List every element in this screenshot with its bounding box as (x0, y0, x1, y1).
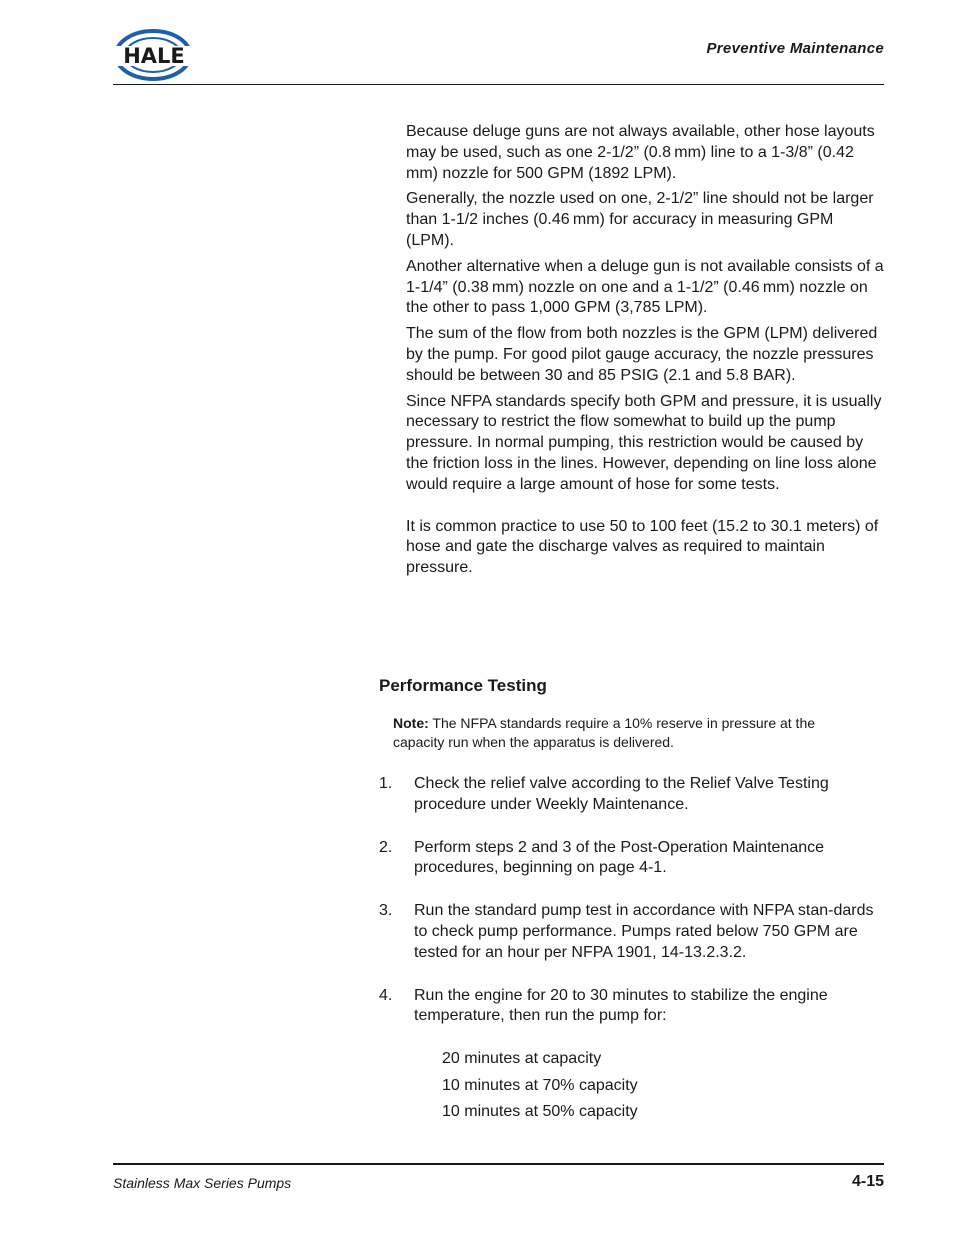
step-text: Run the engine for 20 to 30 minutes to stabilize the engine temperature, then run the pump for: (414, 986, 828, 1025)
step-text: Run the standard pump test in accordance with NFPA stan-dards to check pump performance. Pumps rated below 750 GPM are tested for an hour per NFPA 1901, 14-13.2.3.2. (414, 902, 874, 961)
step-number: 4. (379, 986, 393, 1004)
step-number: 3. (379, 902, 393, 920)
paragraph: Because deluge guns are not always available, other hose layouts may be used, such as one 2-1/2” (0.8 mm) line to a 1-3/8” (0.42 mm) nozzle for 500 GPM (1892 LPM). (406, 123, 875, 182)
note-label: Note: (393, 715, 429, 731)
step-text: Check the relief valve according to the Relief Valve Testing procedure under Weekly Maintenance. (414, 775, 829, 813)
list-item (379, 774, 884, 816)
step-number: 2. (379, 838, 393, 856)
page-number: 4-15 (851, 1173, 884, 1190)
list-item: 10 minutes at 70% capacity (442, 1076, 638, 1094)
body-text (406, 122, 884, 584)
list-item (379, 986, 884, 1028)
paragraph: It is common practice to use 50 to 100 feet (15.2 to 30.1 meters) of hose and gate the discharge valves as required to maintain pressure. (406, 517, 879, 577)
section-heading: Performance Testing (379, 676, 547, 695)
list-item (379, 838, 884, 880)
procedure-steps (379, 774, 884, 1049)
note (393, 714, 863, 752)
paragraph: Generally, the nozzle used on one, 2-1/2” line should not be larger than 1-1/2 inches (0.46 mm) for accuracy in measuring GPM (LPM). (406, 190, 874, 249)
run-time-list (442, 1048, 638, 1128)
paragraph: Since NFPA standards specify both GPM and pressure, it is usually necessary to restrict the flow somewhat to build up the pump pressure. In normal pumping, this restriction would be caused by the friction loss in the lines. However, depending on line loss alone would require a large amount of hose for some tests. (406, 392, 882, 493)
header-divider (113, 84, 884, 85)
step-number: 1. (379, 775, 393, 792)
paragraph: Another alternative when a deluge gun is not available consists of a 1-1/4” (0.38 mm) nozzle on one and a 1-1/2” (0.46 mm) nozzle on the other to pass 1,000 GPM (3,785 LPM). (406, 257, 884, 317)
logo-wordmark: HALE (123, 44, 185, 68)
step-text: Perform steps 2 and 3 of the Post-Operation Maintenance procedures, beginning on page 4-1. (414, 838, 825, 877)
note-text: The NFPA standards require a 10% reserve in pressure at the capacity run when the apparatus is delivered. (393, 715, 816, 750)
running-title: Preventive Maintenance (706, 40, 884, 57)
list-item (379, 901, 884, 963)
hale-logo (113, 26, 195, 84)
list-item: 20 minutes at capacity (442, 1050, 602, 1067)
list-item: 10 minutes at 50% capacity (442, 1103, 638, 1120)
footer-divider (113, 1163, 884, 1165)
paragraph: The sum of the flow from both nozzles is the GPM (LPM) delivered by the pump. For good pilot gauge accuracy, the nozzle pressures should be between 30 and 85 PSIG (2.1 and 5.8 BAR). (406, 325, 878, 384)
footer-product-name: Stainless Max Series Pumps (113, 1175, 292, 1191)
